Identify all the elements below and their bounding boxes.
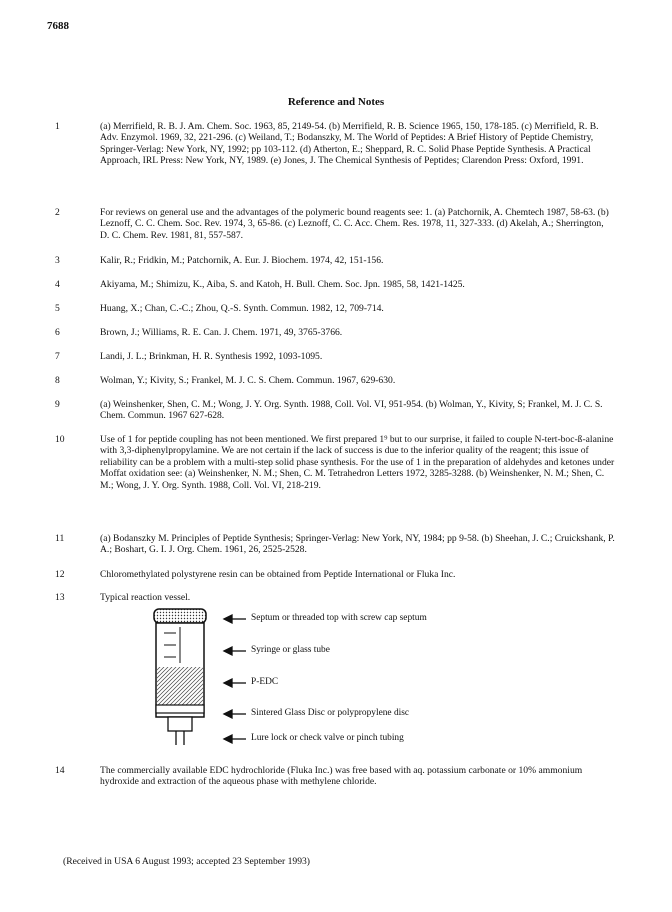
ref-number: 10 bbox=[55, 434, 65, 445]
ref-text: Typical reaction vessel. bbox=[100, 592, 191, 603]
ref-text: (a) Weinshenker, Shen, C. M.; Wong, J. Y. Org. Synth. 1988, Coll. Vol. VI, 951-954. (b) Wolman, Y., Kivity, S; Frankel, M. J. C. S. Chem. Commun. 1967 627-628. bbox=[100, 399, 603, 422]
ref-number: 9 bbox=[55, 399, 60, 410]
ref-number: 1 bbox=[55, 121, 60, 132]
reference-12 bbox=[55, 569, 615, 580]
ref-text: Brown, J.; Williams, R. E. Can. J. Chem. 1971, 49, 3765-3766. bbox=[100, 327, 343, 338]
reference-7 bbox=[55, 351, 615, 362]
section-heading: Reference and Notes bbox=[287, 96, 385, 108]
ref-number: 5 bbox=[55, 303, 60, 314]
reference-8 bbox=[55, 375, 615, 386]
ref-text: For reviews on general use and the advantages of the polymeric bound reagents see: 1. (a) Patchornik, A. Chemtech 1987, 58-63. (b) Leznoff, C. C. Chem. Soc. Rev. 1974, 3, 65-86. (c) Leznoff, C. C. Acc. Chem. Res. 1978, 11, 327-333. (d) Akelah, A.; Sherrington, D. C. Chem. Rev. 1981, 81, 557-587. bbox=[100, 207, 609, 241]
reference-5 bbox=[55, 303, 615, 314]
ref-text: Use of 1 for peptide coupling has not been mentioned. We first prepared 1⁹ but to our surprise, it failed to couple N-tert-boc-ß-alanine with 3,3-diphenylpropylamine. We are not certain if the lack of success is due to the inferior quality of the reagent; this issue of reliability can be a problem with a multi-step solid phase synthesis. For the use of 1 in the preparation of aldehydes and ketones under Moffat oxidation see: (a) Weinshenker, N. M.; Shen, C. M. Tetrahedron Letters 1972, 3285-3288. (b) Weinshenker, N. M.; Shen, C. M.; Wong, J. Y. Org. Synth. 1988, Coll. Vol. VI, 218-219. bbox=[100, 434, 615, 491]
reference-13 bbox=[55, 592, 615, 603]
ref-number: 8 bbox=[55, 375, 60, 386]
ref-number: 12 bbox=[55, 569, 65, 580]
ref-text: Wolman, Y.; Kivity, S.; Frankel, M. J. C. S. Chem. Commun. 1967, 629-630. bbox=[100, 375, 396, 386]
ref-number: 6 bbox=[55, 327, 60, 338]
reference-4 bbox=[55, 279, 615, 290]
ref-number: 7 bbox=[55, 351, 60, 362]
ref-text: Akiyama, M.; Shimizu, K., Aiba, S. and Katoh, H. Bull. Chem. Soc. Jpn. 1985, 58, 1421-1425. bbox=[100, 279, 465, 290]
reference-2 bbox=[55, 207, 615, 241]
label-lure-lock: Lure lock or check valve or pinch tubing bbox=[251, 733, 404, 743]
label-p-edc: P-EDC bbox=[251, 677, 279, 687]
ref-text: Chloromethylated polystyrene resin can be obtained from Peptide International or Fluka Inc. bbox=[100, 569, 456, 580]
reference-9 bbox=[55, 399, 615, 422]
ref-text: Landi, J. L.; Brinkman, H. R. Synthesis 1992, 1093-1095. bbox=[100, 351, 323, 362]
label-septum: Septum or threaded top with screw cap septum bbox=[251, 613, 427, 623]
ref-number: 2 bbox=[55, 207, 60, 218]
page-number: 7688 bbox=[47, 20, 69, 32]
ref-number: 3 bbox=[55, 255, 60, 266]
label-syringe: Syringe or glass tube bbox=[251, 645, 330, 655]
ref-text: (a) Bodanszky M. Principles of Peptide Synthesis; Springer-Verlag: New York, NY, 1984; pp 9-58. (b) Sheehan, J. C.; Cruickshank, P. A.; Boshart, G. I. J. Org. Chem. 1961, 26, 2525-2528. bbox=[100, 533, 615, 556]
received-note: (Received in USA 6 August 1993; accepted 23 September 1993) bbox=[63, 856, 310, 867]
reference-6 bbox=[55, 327, 615, 338]
reference-10 bbox=[55, 434, 615, 491]
label-sintered-disc: Sintered Glass Disc or polypropylene disc bbox=[251, 708, 410, 718]
reference-1 bbox=[55, 121, 615, 167]
ref-text: The commercially available EDC hydrochloride (Fluka Inc.) was free based with aq. potassium carbonate or 10% ammonium hydroxide and extraction of the aqueous phase with methylene chloride. bbox=[100, 765, 583, 788]
ref-text: (a) Merrifield, R. B. J. Am. Chem. Soc. 1963, 85, 2149-54. (b) Merrifield, R. B. Science 1965, 150, 178-185. (c) Merrifield, R. B. Adv. Enzymol. 1969, 32, 221-296. (c) Weiland, T.; Bodanszky, M. The World of Peptides: A Brief History of Peptide Chemistry, Springer-Verlag: New York, NY, 1992; pp 103-112. (d) Atherton, E.; Sheppard, R. C. Solid Phase Peptide Synthesis. A Practical Approach, IRL Press: New York, NY, 1989. (e) Jones, J. The Chemical Synthesis of Peptides; Clarendon Press: Oxford, 1991. bbox=[100, 121, 599, 167]
ref-number: 13 bbox=[55, 592, 65, 603]
reference-14 bbox=[55, 765, 615, 788]
reference-11 bbox=[55, 533, 615, 556]
reaction-vessel-diagram bbox=[150, 605, 620, 755]
ref-text: Huang, X.; Chan, C.-C.; Zhou, Q.-S. Synth. Commun. 1982, 12, 709-714. bbox=[100, 303, 384, 314]
reference-3 bbox=[55, 255, 615, 266]
ref-number: 11 bbox=[55, 533, 65, 544]
ref-text: Kalir, R.; Fridkin, M.; Patchornik, A. Eur. J. Biochem. 1974, 42, 151-156. bbox=[100, 255, 384, 266]
ref-number: 14 bbox=[55, 765, 65, 776]
ref-number: 4 bbox=[55, 279, 60, 290]
